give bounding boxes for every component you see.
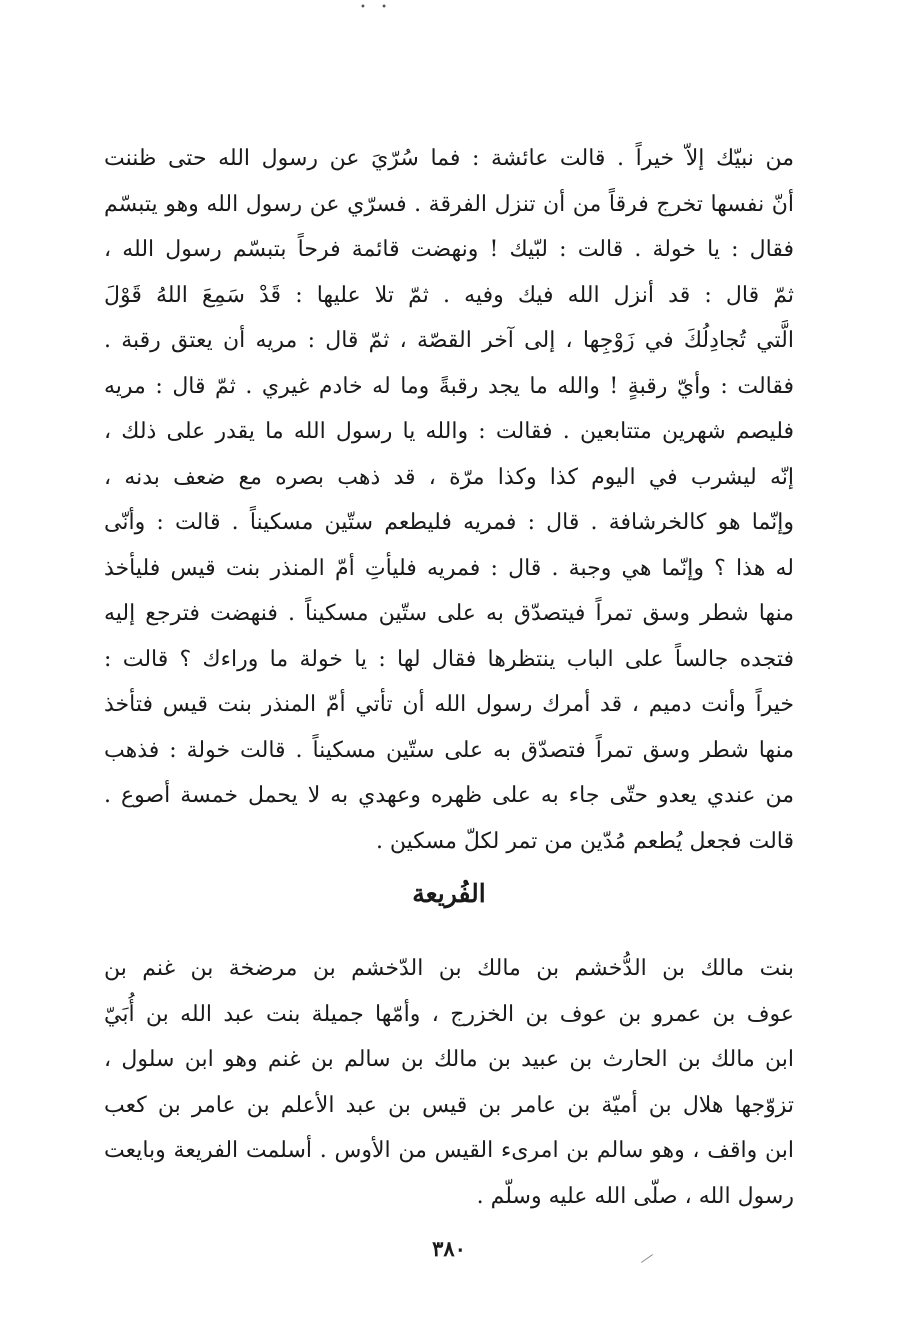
text-line: وإنّما هو كالخرشافة . قال : فمريه فليطعم ستّين مسكيناً . قالت : وأنّى — [104, 510, 794, 535]
paragraph-furay-a-biography — [104, 946, 794, 1219]
top-print-mark: • • — [360, 2, 393, 13]
paragraph-khawla-story — [104, 136, 794, 864]
text-line: فتجده جالساً على الباب ينتظرها فقال لها : يا خولة ما وراءك ؟ قالت : — [104, 646, 794, 672]
text-line: فقالت : وأيّ رقبةٍ ! والله ما يجد رقبةً وما له خادم غيري . ثمّ قال : مريه — [104, 373, 794, 399]
text-line: من عندي يعدو حتّى جاء به على ظهره وعهدي به لا يحمل خمسة أصوع . — [104, 783, 794, 808]
text-line: أنّ نفسها تخرج فرقاً من أن تنزل الفرقة . فسرّي عن رسول الله وهو يتبسّم — [104, 191, 794, 217]
text-line: ابن واقف ، وهو سالم بن امرىء القيس من الأوس . أسلمت الفريعة وبايعت — [104, 1138, 794, 1163]
text-line: فقال : يا خولة . قالت : لبّيك ! ونهضت قائمة فرحاً بتبسّم رسول الله ، — [104, 237, 794, 262]
page-number: ٣٨٠ — [432, 1236, 466, 1261]
text-line: له هذا ؟ وإنّما هي وجبة . قال : فمريه فليأتِ أمّ المنذر بنت قيس فليأخذ — [104, 555, 794, 581]
text-line: الَّتي تُجادِلُكَ في زَوْجِها ، إلى آخر القصّة ، ثمّ قال : مريه أن يعتق رقبة . — [104, 328, 794, 353]
text-line: منها شطر وسق تمراً فيتصدّق به على ستّين مسكيناً . فنهضت فترجع إليه — [104, 601, 794, 626]
text-line: تزوّجها هلال بن أميّة بن عامر بن قيس بن عبد الأعلم بن عامر بن كعب — [104, 1092, 794, 1118]
text-line: منها شطر وسق تمراً فتصدّق به على ستّين مسكيناً . قالت خولة : فذهب — [104, 737, 794, 763]
text-line: عوف بن عمرو بن عوف بن الخزرج ، وأمّها جميلة بنت عبد الله بن أُبَيّ — [104, 1001, 794, 1027]
text-line: من نبيّك إلاّ خيراً . قالت عائشة : فما سُرّيَ عن رسول الله حتى ظننت — [104, 146, 794, 171]
text-line: ثمّ قال : قد أنزل الله فيك وفيه . ثمّ تلا عليها : قَدْ سَمِعَ اللهُ قَوْلَ — [104, 282, 794, 308]
text-line: خيراً وأنت دميم ، قد أمرك رسول الله أن تأتي أمّ المنذر بنت قيس فتأخذ — [104, 692, 794, 717]
text-line: ابن مالك بن الحارث بن عبيد بن مالك بن سالم بن غنم وهو ابن سلول ، — [104, 1047, 794, 1072]
text-line: بنت مالك بن الدُّخشم بن مالك بن الدّخشم بن مرضخة بن غنم بن — [104, 956, 794, 981]
text-line: رسول الله ، صلّى الله عليه وسلّم . — [476, 1183, 794, 1209]
section-heading: الفُريعة — [412, 879, 486, 908]
text-line: قالت فجعل يُطعم مُدّين من تمر لكلّ مسكين . — [375, 828, 794, 854]
text-line: فليصم شهرين متتابعين . فقالت : والله يا رسول الله ما يقدر على ذلك ، — [104, 419, 794, 444]
text-line: إنّه ليشرب في اليوم كذا وكذا مرّة ، قد ذهب بصره مع ضعف بدنه ، — [104, 464, 794, 490]
